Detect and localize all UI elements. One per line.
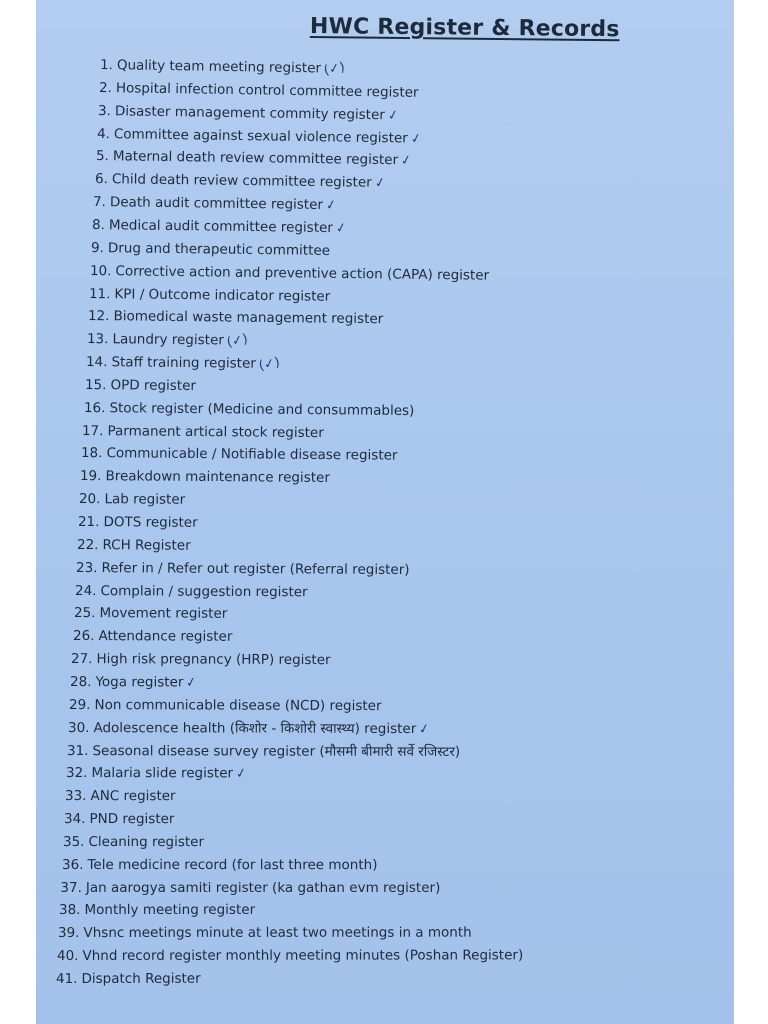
item-text: Jan aarogya samiti register (ka gathan evm register) — [85, 879, 441, 896]
register-list-item — [65, 787, 176, 805]
item-number: 10. — [89, 262, 112, 279]
item-number: 26. — [72, 628, 95, 645]
item-number: 18. — [81, 445, 103, 462]
register-list-item — [67, 742, 460, 761]
item-text: Lab register — [104, 491, 186, 508]
item-number: 1. — [99, 57, 114, 74]
register-list-item — [90, 262, 489, 285]
register-list-item — [83, 399, 414, 420]
register-list-item — [98, 102, 399, 125]
item-number: 34. — [63, 811, 86, 828]
register-list-item — [93, 193, 337, 215]
register-list-item — [72, 627, 232, 646]
register-list-item — [100, 56, 345, 79]
item-text: Dispatch Register — [81, 970, 201, 987]
item-number: 2. — [98, 79, 112, 97]
item-text: Hospital infection control committee register — [115, 80, 419, 101]
register-list-item — [85, 376, 196, 395]
item-text: DOTS register — [103, 514, 198, 531]
register-list-item — [66, 764, 247, 783]
register-list-item — [77, 536, 191, 555]
item-number: 23. — [75, 559, 98, 576]
item-number: 8. — [92, 216, 106, 234]
register-list-item — [91, 239, 330, 260]
item-text: Medical audit committee register — [109, 217, 334, 236]
register-list-item — [88, 307, 383, 328]
item-number: 16. — [83, 399, 106, 416]
register-list-item — [89, 285, 330, 306]
checkmark-icon: ✓ — [324, 197, 339, 215]
item-text: Laundry register — [112, 331, 224, 349]
item-number: 36. — [61, 856, 83, 873]
item-number: 33. — [64, 788, 87, 805]
register-list-item — [97, 125, 422, 149]
item-text: Drug and therapeutic committee — [107, 240, 331, 259]
item-text: Child death review committee register — [111, 171, 372, 191]
item-text: Parmanent artical stock register — [107, 422, 325, 441]
item-number: 12. — [87, 308, 110, 325]
item-text: Vhsnc meetings minute at least two meetings in a month — [83, 924, 472, 942]
item-text: Maternal death review committee register — [112, 148, 398, 169]
register-list-item — [92, 216, 347, 238]
item-text: Biomedical waste management register — [113, 308, 384, 328]
register-list-item — [86, 353, 280, 374]
item-number: 3. — [97, 102, 111, 119]
register-list-item — [95, 147, 411, 170]
item-text: Seasonal disease survey register (मौसमी बीमारी सर्वे रजिस्टर) — [92, 742, 461, 760]
item-number: 28. — [70, 673, 92, 691]
register-list-item — [60, 879, 440, 897]
checkmark-icon: ✓ — [234, 765, 249, 783]
register-list-item — [61, 856, 376, 874]
item-number: 17. — [82, 422, 104, 439]
item-text: Quality team meeting register — [116, 57, 322, 77]
item-number: 13. — [86, 331, 109, 348]
item-text: Vhnd record register monthly meeting minutes (Poshan Register) — [82, 947, 524, 965]
item-text: Corrective action and preventive action (CAPA) register — [115, 262, 490, 284]
register-list-item — [74, 604, 227, 623]
item-text: KPI / Outcome indicator register — [114, 285, 331, 305]
item-number: 15. — [84, 376, 107, 394]
checkmark-icon: ✓ — [185, 674, 199, 692]
register-list-item — [71, 650, 331, 669]
page-title: HWC Register & Records — [309, 14, 620, 43]
checkmark-icon: (✓) — [225, 331, 249, 351]
item-text: Stock register (Medicine and consummables) — [108, 399, 414, 419]
item-number: 25. — [73, 605, 96, 622]
register-list-item — [99, 79, 419, 102]
item-text: Movement register — [99, 605, 227, 623]
item-number: 38. — [59, 902, 81, 919]
register-list-item — [81, 444, 398, 465]
item-number: 5. — [95, 148, 109, 165]
item-number: 11. — [88, 285, 111, 302]
register-list-item — [75, 582, 308, 601]
item-number: 30. — [68, 719, 90, 736]
item-number: 39. — [58, 925, 80, 942]
register-list-item — [82, 422, 324, 442]
register-list-item — [79, 490, 185, 509]
item-text: Yoga register — [95, 674, 184, 691]
item-text: Non communicable disease (NCD) register — [94, 696, 382, 714]
register-list-item — [80, 467, 330, 487]
item-text: Breakdown maintenance register — [105, 468, 331, 487]
item-text: Staff training register — [111, 354, 256, 372]
register-list-item — [69, 696, 382, 715]
item-text: Complain / suggestion register — [100, 582, 308, 600]
register-list-item — [94, 170, 385, 193]
register-list-item — [58, 924, 472, 942]
item-number: 21. — [77, 514, 100, 531]
item-text: High risk pregnancy (HRP) register — [96, 651, 332, 669]
register-list-item — [64, 810, 175, 828]
item-number: 40. — [57, 948, 79, 965]
item-number: 41. — [55, 970, 78, 987]
item-text: Adolescence health (किशोर - किशोरी स्वास्थ्य) register — [93, 719, 417, 737]
item-number: 7. — [93, 194, 107, 211]
item-number: 19. — [80, 468, 102, 485]
item-text: Tele medicine record (for last three month) — [86, 856, 377, 873]
register-list-item — [70, 673, 197, 692]
checkmark-icon: ✓ — [386, 107, 400, 124]
item-text: OPD register — [110, 377, 196, 394]
item-text: Committee against sexual violence register — [113, 125, 408, 147]
checkmark-icon: ✓ — [372, 175, 387, 193]
item-number: 22. — [76, 536, 99, 553]
item-text: Death audit committee register — [110, 194, 324, 214]
item-number: 24. — [74, 582, 97, 599]
item-text: Communicable / Notifiable disease register — [106, 445, 398, 465]
item-number: 27. — [71, 651, 93, 668]
item-number: 9. — [91, 239, 105, 256]
item-text: PND register — [89, 811, 175, 828]
checkmark-icon: ✓ — [417, 720, 432, 738]
item-number: 20. — [79, 491, 101, 508]
checkmark-icon: (✓) — [257, 354, 281, 374]
register-list-item — [56, 970, 201, 988]
register-list-item — [76, 559, 410, 579]
item-text: ANC register — [90, 788, 176, 805]
item-number: 35. — [62, 833, 85, 850]
register-list-item — [57, 947, 523, 966]
checkmark-icon: ✓ — [334, 220, 349, 238]
item-number: 32. — [65, 765, 88, 782]
item-number: 6. — [94, 171, 108, 188]
register-list-item — [87, 330, 248, 351]
checkmark-icon: (✓) — [322, 59, 347, 79]
item-text: Cleaning register — [88, 833, 204, 851]
item-text: Malaria slide register — [91, 765, 233, 782]
checkmark-icon: ✓ — [409, 130, 423, 148]
register-list-item — [68, 719, 430, 739]
item-text: Monthly meeting register — [84, 902, 256, 919]
register-list-item — [78, 513, 198, 532]
item-text: RCH Register — [102, 537, 191, 554]
item-text: Refer in / Refer out register (Referral register) — [101, 559, 410, 578]
item-number: 31. — [66, 742, 89, 759]
item-number: 29. — [69, 696, 91, 713]
item-text: Disaster management commity register — [114, 102, 385, 123]
checkmark-icon: ✓ — [399, 152, 413, 170]
item-number: 14. — [85, 354, 108, 371]
item-number: 4. — [96, 125, 110, 142]
item-number: 37. — [60, 879, 82, 896]
register-list — [36, 0, 734, 1024]
register-list-item — [59, 901, 255, 919]
register-list-item — [63, 833, 204, 851]
item-text: Attendance register — [97, 628, 232, 646]
document-page — [36, 0, 734, 1024]
